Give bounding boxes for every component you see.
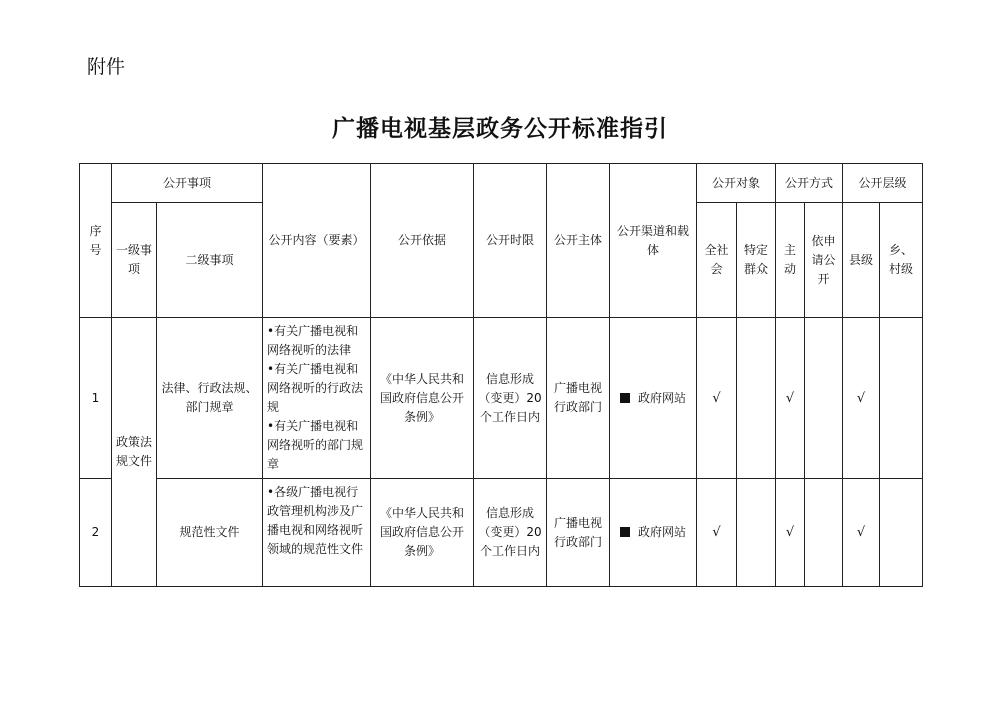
row-target-all: √ xyxy=(697,318,737,479)
attachment-label: 附件 xyxy=(87,56,126,78)
row-method-active: √ xyxy=(776,318,805,479)
row-method-apply xyxy=(805,318,843,479)
content-item: • 各级广播电视行政管理机构涉及广播电视和网络视听领域的规范性文件 xyxy=(267,483,366,559)
header-method-group: 公开方式 xyxy=(776,164,843,203)
header-level2: 二级事项 xyxy=(157,203,263,318)
header-row-1 xyxy=(80,164,923,203)
header-target-all: 全社会 xyxy=(697,203,737,318)
black-square-icon xyxy=(620,527,630,537)
header-level-group: 公开层级 xyxy=(843,164,923,203)
page-title: 广播电视基层政务公开标准指引 xyxy=(332,116,668,142)
content-item: • 有关广播电视和网络视听的行政法规 xyxy=(267,360,366,417)
header-level1: 一级事项 xyxy=(112,203,157,318)
content-item: • 有关广播电视和网络视听的部门规章 xyxy=(267,417,366,474)
row-seq: 2 xyxy=(80,479,112,587)
row-seq: 1 xyxy=(80,318,112,479)
header-basis: 公开依据 xyxy=(371,164,474,318)
black-square-icon xyxy=(620,393,630,403)
row-time-limit: 信息形成（变更）20个工作日内 xyxy=(474,318,547,479)
header-method-active: 主动 xyxy=(776,203,805,318)
header-target-group: 公开对象 xyxy=(697,164,776,203)
row-level-town xyxy=(880,318,923,479)
row-level1: 政策法规文件 xyxy=(112,318,157,587)
content-item: • 有关广播电视和网络视听的法律 xyxy=(267,322,366,360)
row-basis: 《中华人民共和国政府信息公开条例》 xyxy=(371,318,474,479)
row-level-town xyxy=(880,479,923,587)
table-row xyxy=(80,479,923,587)
header-level-county: 县级 xyxy=(843,203,880,318)
row-target-specific xyxy=(737,318,776,479)
header-method-apply: 依申请公开 xyxy=(805,203,843,318)
row-channel xyxy=(610,479,697,587)
guideline-table xyxy=(79,163,923,587)
row-channel xyxy=(610,318,697,479)
row-method-active: √ xyxy=(776,479,805,587)
header-content: 公开内容（要素） xyxy=(263,164,371,318)
header-level-town: 乡、村级 xyxy=(880,203,923,318)
header-subject: 公开主体 xyxy=(547,164,610,318)
row-level2: 法律、行政法规、部门规章 xyxy=(157,318,263,479)
channel-text: 政府网站 xyxy=(638,525,687,539)
row-level2: 规范性文件 xyxy=(157,479,263,587)
header-time-limit: 公开时限 xyxy=(474,164,547,318)
row-content xyxy=(263,479,371,587)
row-subject: 广播电视行政部门 xyxy=(547,318,610,479)
row-basis: 《中华人民共和国政府信息公开条例》 xyxy=(371,479,474,587)
row-subject: 广播电视行政部门 xyxy=(547,479,610,587)
row-time-limit: 信息形成（变更）20个工作日内 xyxy=(474,479,547,587)
row-content xyxy=(263,318,371,479)
channel-text: 政府网站 xyxy=(638,390,687,405)
row-level-county: √ xyxy=(843,318,880,479)
row-method-apply xyxy=(805,479,843,587)
row-target-all: √ xyxy=(697,479,737,587)
header-channel: 公开渠道和载体 xyxy=(610,164,697,318)
row-target-specific xyxy=(737,479,776,587)
header-seq: 序号 xyxy=(80,164,112,318)
table-row xyxy=(80,318,923,479)
header-items-group: 公开事项 xyxy=(112,164,263,203)
header-target-specific: 特定群众 xyxy=(737,203,776,318)
row-level-county: √ xyxy=(843,479,880,587)
